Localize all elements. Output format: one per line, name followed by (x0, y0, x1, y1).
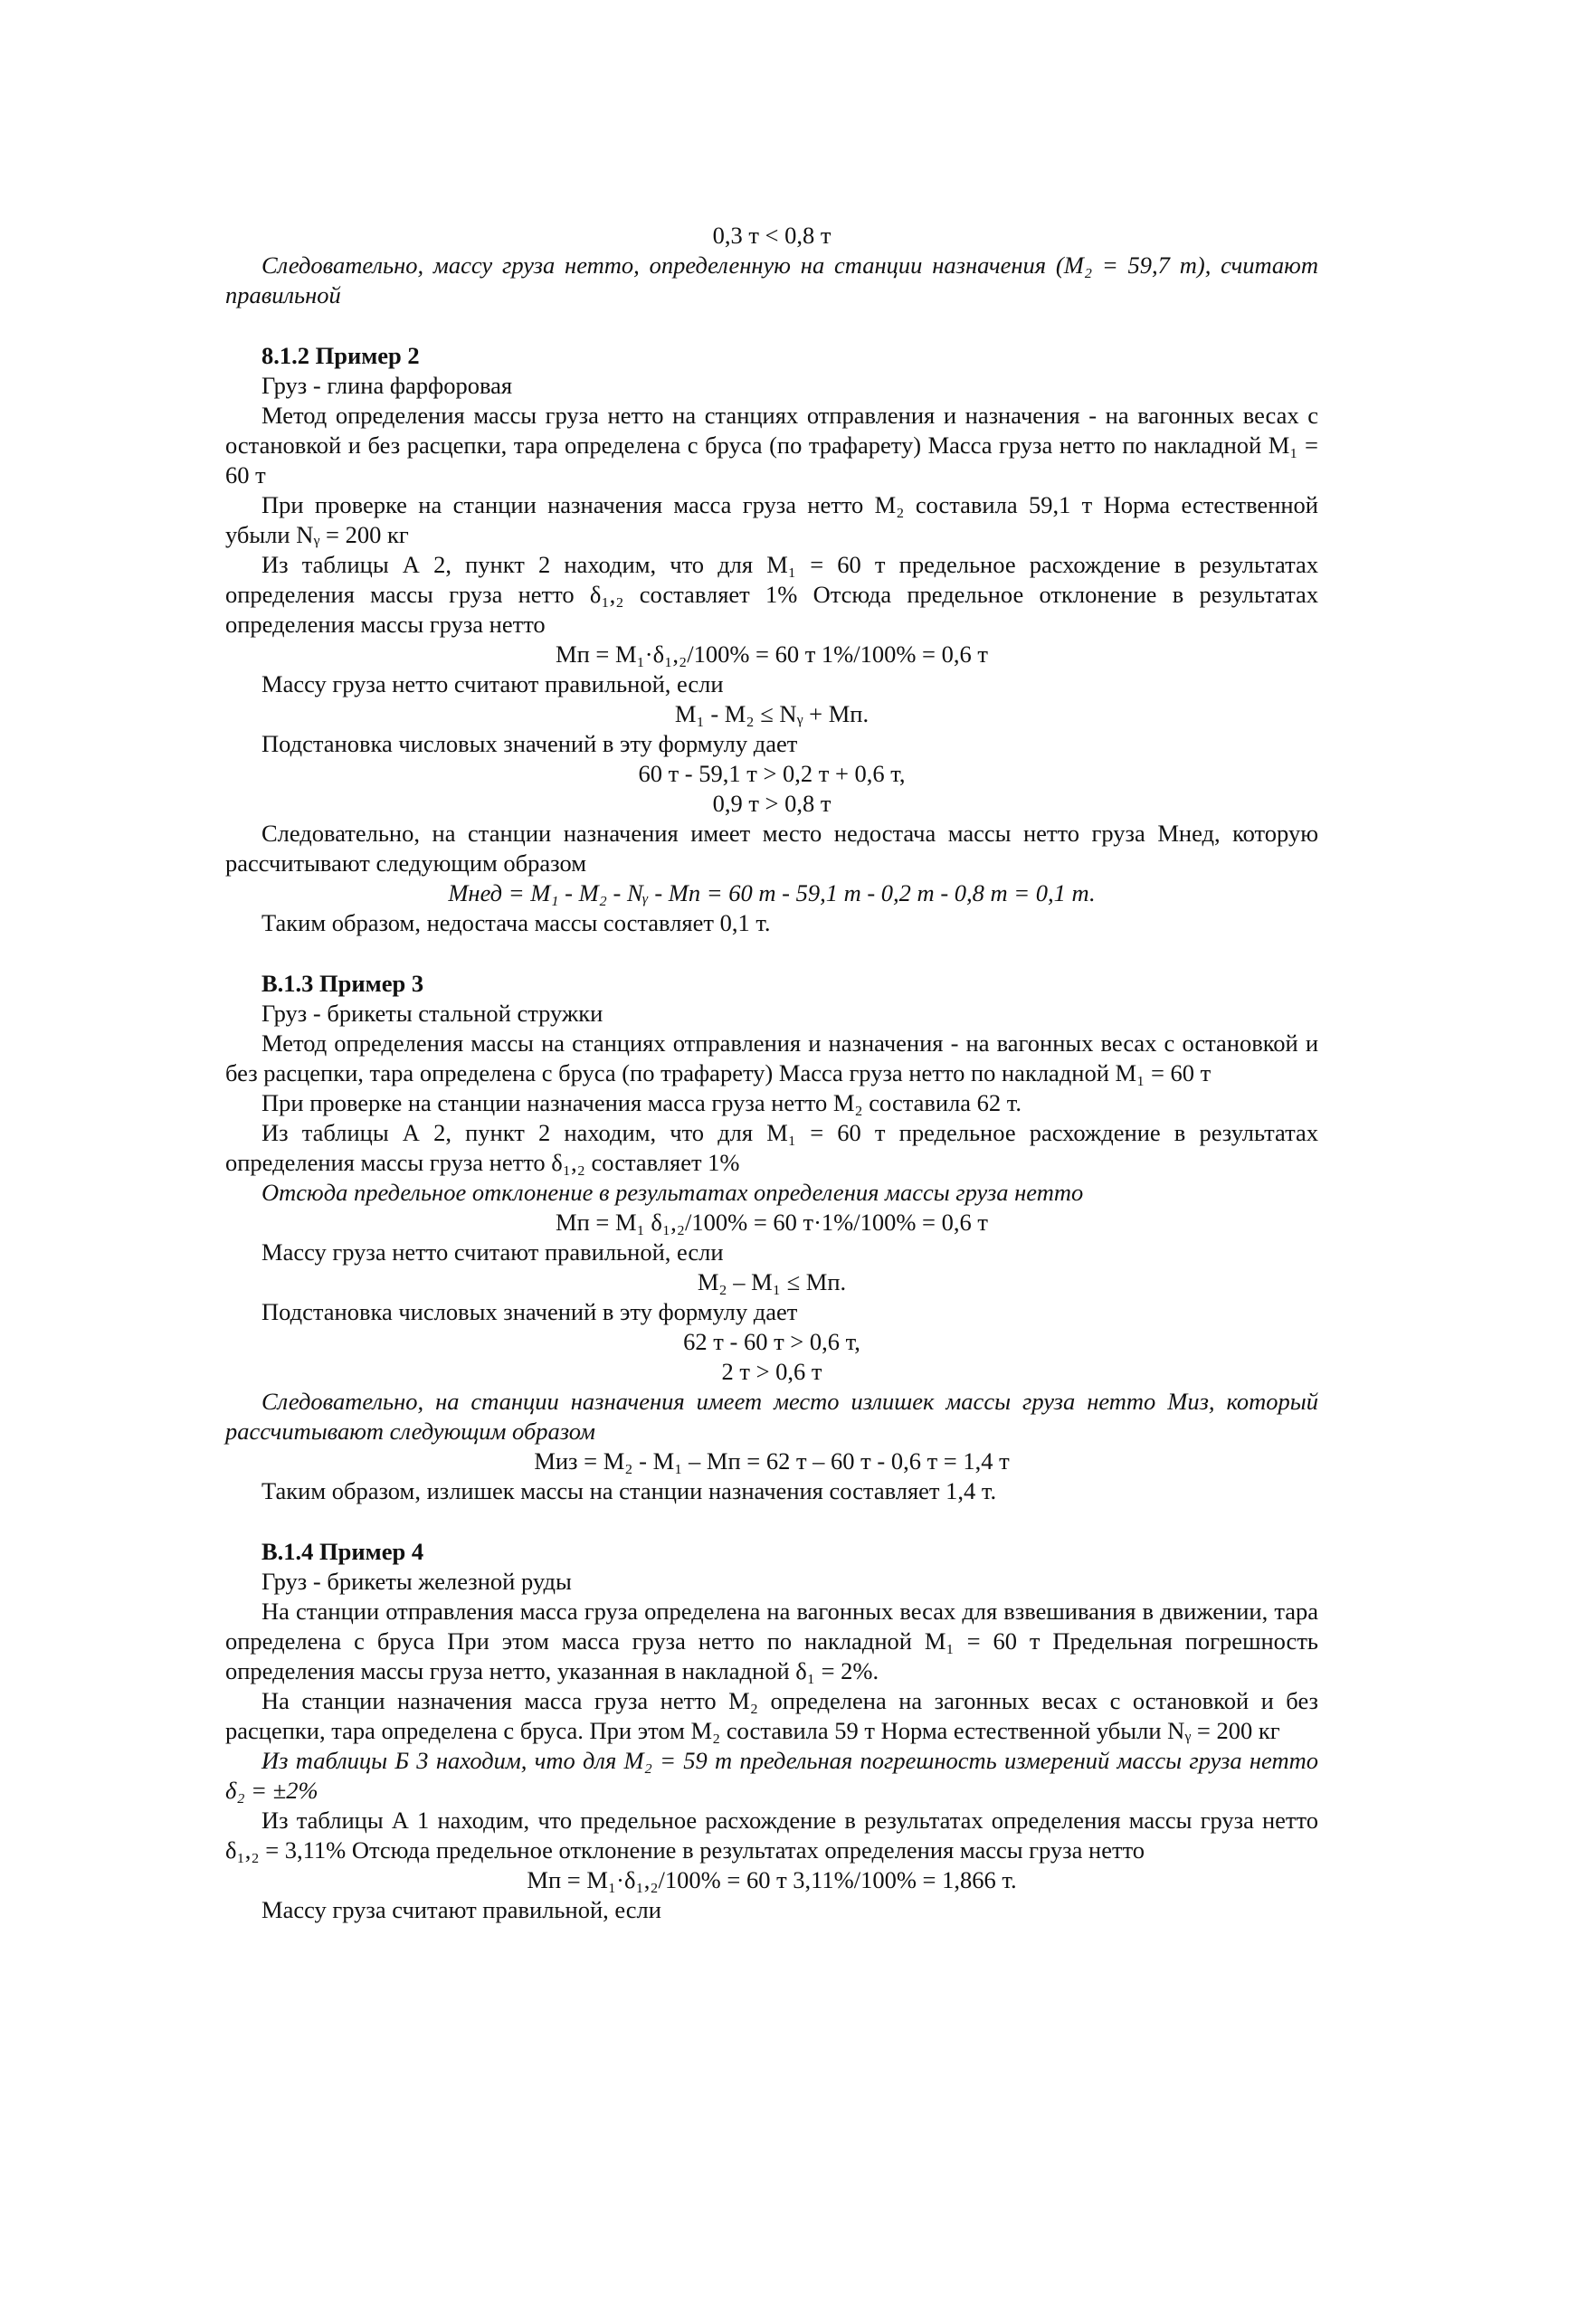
paragraph: Из таблицы Б 3 находим, что для M₂ = 59 т предельная погрешность измерений массы груза нетто δ₂ = ±2% (225, 1747, 1318, 1804)
paragraph: При проверке на станции назначения масса груза нетто M₂ составила 62 т. (261, 1089, 1022, 1116)
paragraph: Груз - брикеты стальной стружки (261, 1000, 603, 1027)
formula-line: Mп = M₁ δ₁,₂/100% = 60 т·1%/100% = 0,6 т (556, 1209, 988, 1236)
formula-line: Mиз = M₂ - M₁ – Mп = 62 т – 60 т - 0,6 т = 1,4 т (534, 1447, 1010, 1475)
formula-line: M₂ – M₁ ≤ Mп. (697, 1268, 847, 1295)
paragraph: Массу груза считают правильной, если (261, 1896, 661, 1923)
paragraph: Отсюда предельное отклонение в результатах определения массы груза нетто (261, 1179, 1084, 1206)
formula-line: 60 т - 59,1 т > 0,2 т + 0,6 т, (638, 760, 906, 787)
paragraph: Массу груза нетто считают правильной, если (261, 1238, 724, 1266)
formula-line: Mп = M₁·δ₁,₂/100% = 60 т 3,11%/100% = 1,866 т. (527, 1866, 1017, 1893)
paragraph: Следовательно, на станции назначения имеет место недостача массы нетто груза Mнед, которую рассчитывают следующим образом (225, 820, 1318, 877)
document-body (225, 221, 1318, 1925)
section-heading: 8.1.2 Пример 2 (261, 342, 420, 369)
paragraph: Массу груза нетто считают правильной, если (261, 670, 724, 697)
section-heading: В.1.4 Пример 4 (261, 1538, 424, 1565)
paragraph: Из таблицы А 2, пункт 2 находим, что для M₁ = 60 т предельное расхождение в результатах определения массы груза нетто δ₁,₂ составляет 1% Отсюда предельное отклонение в результатах определения массы груза нетто (225, 551, 1318, 638)
paragraph: Груз - глина фарфоровая (261, 372, 513, 399)
paragraph: Следовательно, на станции назначения имеет место излишек массы груза нетто Mиз, который рассчитывают следующим образом (225, 1388, 1318, 1445)
paragraph: Таким образом, излишек массы на станции назначения составляет 1,4 т. (261, 1477, 997, 1504)
formula-line: Mп = M₁·δ₁,₂/100% = 60 т 1%/100% = 0,6 т (556, 640, 988, 668)
paragraph: На станции отправления масса груза определена на вагонных весах для взвешивания в движении, тара определена с бруса При этом масса груза нетто по накладной M₁ = 60 т Предельная погрешность определения массы груза нетто, указанная в накладной δ₁ = 2%. (225, 1598, 1318, 1684)
paragraph: Таким образом, недостача массы составляет 0,1 т. (261, 909, 771, 936)
paragraph: Из таблицы А 1 находим, что предельное расхождение в результатах определения массы груза нетто δ₁,₂ = 3,11% Отсюда предельное отклонение в результатах определения массы груза нетто (225, 1807, 1318, 1864)
section-heading: В.1.3 Пример 3 (261, 970, 424, 997)
paragraph: Подстановка числовых значений в эту формулу дает (261, 1298, 798, 1325)
paragraph: Подстановка числовых значений в эту формулу дает (261, 730, 798, 757)
paragraph: Из таблицы А 2, пункт 2 находим, что для M₁ = 60 т предельное расхождение в результатах определения массы груза нетто δ₁,₂ составляет 1% (225, 1119, 1318, 1176)
paragraph: При проверке на станции назначения масса груза нетто M₂ составила 59,1 т Норма естественной убыли Nᵧ = 200 кг (225, 491, 1318, 548)
paragraph: Метод определения массы на станциях отправления и назначения - на вагонных весах с остановкой и без расцепки, тара определена с бруса (по трафарету) Масса груза нетто по накладной M₁ = 60 т (225, 1029, 1318, 1086)
formula-line: Mнед = M₁ - M₂ - Nᵧ - Mп = 60 т - 59,1 т - 0,2 т - 0,8 т = 0,1 т. (448, 879, 1096, 906)
paragraph: Груз - брикеты железной руды (261, 1568, 572, 1595)
formula-line: 0,3 т < 0,8 т (712, 222, 832, 249)
formula-line: 62 т - 60 т > 0,6 т, (683, 1328, 860, 1355)
paragraph: Метод определения массы груза нетто на станциях отправления и назначения - на вагонных весах с остановкой и без расцепки, тара определена с бруса (по трафарету) Масса груза нетто по накладной M₁ = 60 т (225, 402, 1318, 489)
formula-line: 2 т > 0,6 т (721, 1358, 822, 1385)
paragraph: Следовательно, массу груза нетто, определенную на станции назначения (M₂ = 59,7 т), считают правильной (225, 251, 1318, 308)
formula-line: M₁ - M₂ ≤ Nᵧ + Mп. (674, 700, 870, 727)
paragraph: На станции назначения масса груза нетто M₂ определена на загонных весах с остановкой и без расцепки, тара определена с бруса. При этом M₂ составила 59 т Норма естественной убыли Nᵧ = 200 кг (225, 1687, 1318, 1744)
formula-line: 0,9 т > 0,8 т (712, 790, 832, 817)
